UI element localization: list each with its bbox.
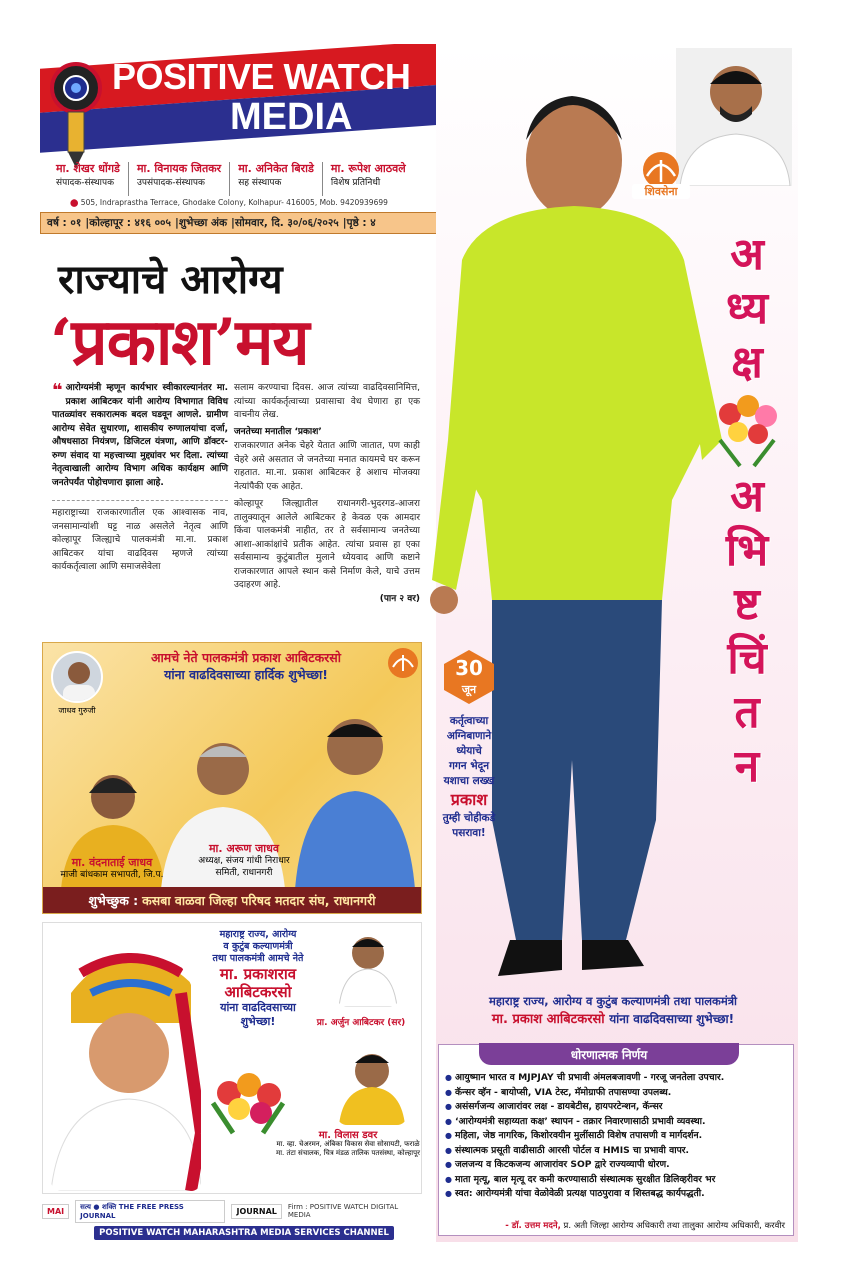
ad2-person1-caption: प्रा. अर्जुन आबिटकर (सर)	[316, 1018, 406, 1028]
ad2-message: महाराष्ट्र राज्य, आरोग्य व कुटुंब कल्याणमंत्री तथा पालकमंत्री आमचे नेते मा. प्रकाशराव आबिटकरसो यांना वाढदिवसाच्या शुभेच्छा!	[212, 929, 304, 1028]
policy-signature: - डॉ. उत्तम मदने, प्र. अती जिल्हा आरोग्य अधिकारी तथा तालुका आरोग्य अधिकारी, करवीर	[505, 1221, 785, 1231]
vertical-title-char: ष्ट	[734, 579, 760, 630]
address-line: ⬤ 505, Indraprastha Terrace, Ghodake Colony, Kolhapur- 416005, Mob. 9420939699	[70, 198, 388, 207]
article-column-2	[234, 382, 420, 606]
flower-bouquet-icon	[710, 390, 784, 470]
article-para: राजकारणात अनेक चेहरे येतात आणि जातात, पण काही चेहरे असे असतात जे जनतेच्या मनात कायमचे घर करून राहतात. मा.ना. प्रकाश आबिटकर हे अशाच मोजक्या नेत्यांपैकी एक आहेत.	[234, 441, 420, 492]
footer-logos	[42, 1196, 422, 1226]
ad2-person2-caption: मा. विलास डवर मा. व्हा. चेअरमन, अंबिका विकास सेवा सोसायटी, फराळे मा. तंटा संचालक, चित्र मंडळ तालिक पतसंस्था, कोल्हापूर	[276, 1130, 420, 1157]
person2-caption: मा. अरूण जाधव अध्यक्ष, संजय गांधी निराधार समिती, राधानगरी	[198, 842, 290, 878]
continued-link[interactable]: (पान २ वर)	[379, 593, 420, 604]
greeting-ad-1	[42, 642, 422, 914]
article-para: महाराष्ट्राच्या राजकारणातील एक आश्वासक नाव, जनसामान्यांशी घट्ट नाळ असलेले नेतृत्व आणि कोल्हापूर जिल्ह्याचे पालकमंत्री मा.ना. प्रकाश आबिटकर यांचा वाढदिवस म्हणजे त्यांच्या कार्यकर्तृत्वाला आणि समाजसेवेला	[52, 508, 228, 572]
ad1-title: आमचे नेते पालकमंत्री प्रकाश आबिटकरसो यांना वाढदिवसाच्या हार्दिक शुभेच्छा!	[151, 650, 341, 682]
list-item: ● माता मृत्यू, बाल मृत्यू दर कमी करण्यासाठी संस्थात्मक सुरक्षीत डिलिव्हरीवर भर	[445, 1173, 789, 1188]
footer-logo: सत्य ● शक्ति THE FREE PRESS JOURNAL	[75, 1200, 225, 1223]
footer-firm: Firm : POSITIVE WATCH DIGITAL MEDIA	[287, 1203, 399, 1219]
staff-row	[48, 162, 458, 196]
policy-box	[438, 1044, 794, 1236]
poem-text: कर्तृत्वाच्या अग्निबाणाने ध्येयाचे गगन भेदून यशाचा लख्ख प्रकाश तुम्ही चोहीकडे पसरावा!	[442, 715, 496, 839]
issue-info-bar: वर्ष : ०१ | कोल्हापूर : ४१६ ००५ | शुभेच्छा अंक | सोमवार, दि. ३०/०६/२०२५ | पृष्ठे : ४	[40, 212, 452, 234]
greeting-ad-2	[42, 922, 422, 1194]
staff-entry: मा. विनायक जितकर उपसंपादक-संस्थापक	[129, 162, 230, 196]
location-pin-icon: ⬤	[70, 198, 79, 207]
avatar	[51, 651, 103, 703]
staff-entry: मा. अनिकेत बिराडे सह संस्थापक	[230, 162, 323, 196]
article-subhead: जनतेच्या मनातील ‘प्रकाश’	[234, 426, 322, 437]
camera-logo-icon	[46, 52, 112, 170]
list-item: ● ‘आरोग्यमंत्री सहाय्यता कक्ष’ स्थापन - तक्रार निवारणासाठी प्रभावी व्यवस्था.	[445, 1115, 789, 1130]
vertical-title-char: न	[734, 741, 760, 792]
policy-list	[445, 1071, 789, 1202]
staff-entry: मा. रूपेश आठवले विशेष प्रतिनिधी	[330, 162, 406, 188]
masthead-title-line2: MEDIA	[230, 96, 353, 138]
shivsena-logo	[632, 150, 690, 200]
vertical-title-char: अ	[730, 471, 764, 522]
masthead-title-line1: POSITIVE WATCH	[112, 56, 411, 97]
date-badge: 30 जून	[444, 650, 494, 704]
person-photo	[337, 927, 399, 1007]
vertical-title	[708, 228, 786, 794]
list-item: ● कॅन्सर व्हॅन - बायोप्सी, VIA टेस्ट, मॅमोग्राफी तपासण्या उपलब्ध.	[445, 1086, 789, 1101]
vertical-title-char: चिं	[727, 633, 767, 684]
channel-bar: POSITIVE WATCH MAHARASHTRA MEDIA SERVICES CHANNEL	[94, 1226, 394, 1240]
ad1-wisher-bar: शुभेच्छुक : कसबा वाळवा जिल्हा परिषद मतदार संघ, राधानगरी	[43, 887, 421, 913]
article-lead: ❝ आरोग्यमंत्री म्हणून कार्यभार स्वीकारल्यानंतर मा. प्रकाश आबिटकर यांनी आरोग्य विभागात विविध पातळ्यांवर सकारात्मक बदल घडवून आणले. ग्रामीण आरोग्य सेवेत सुधारणा, शासकीय रुग्णालयांचा दर्जा, औषधसाठा नियंत्रण, डिजिटल यंत्रणा, आणि डॉक्टर-रुग्ण संवाद या महत्त्वाच्या मुद्द्यांवर भर दिला. त्यांच्या नेतृत्वाखाली आरोग्य विभाग अधिक कार्यक्षम आणि जनतेपर्यंत पोहोचणारा झाला आहे.	[52, 382, 228, 490]
article-para: कोल्हापूर जिल्ह्यातील राधानगरी-भुदरगड-आजरा तालुक्यातून आलेले आबिटकर हे केवळ एक आमदार किंवा पालकमंत्री नाहीत, तर ते सर्वसामान्य जनतेच्या आशा-आकांक्षांचे प्रतीक आहेत. त्यांचा प्रवास हा एका सर्वसामान्य कुटुंबातील मुलाने ध्येयवाद आणि कष्टाने राजकारणात आपले स्थान कसे निर्माण केले, याचे उत्तम उदाहरण आहे.	[234, 499, 420, 590]
shivsena-emblem-icon	[387, 647, 419, 679]
newspaper-page	[40, 44, 798, 1242]
staff-entry: मा. शेखर धोंगडे संपादक-संस्थापक	[48, 162, 129, 196]
main-wish: महाराष्ट्र राज्य, आरोग्य व कुटुंब कल्याणमंत्री तथा पालकमंत्री मा. प्रकाश आबिटकरसो यांना वाढदिवसाच्या शुभेच्छा!	[488, 994, 738, 1027]
list-item: ● महिला, जेष्ठ नागरिक, किशोरवयीन मुलींसाठी विशेष तपासणी व मार्गदर्शन.	[445, 1129, 789, 1144]
person-photo	[337, 1043, 407, 1125]
headline-line1: राज्याचे आरोग्य	[58, 257, 283, 303]
party-name: शिवसेना	[632, 184, 690, 199]
person1-caption: मा. वंदनाताई जाधव माजी बांधकाम सभापती, जि.प.	[60, 856, 164, 880]
list-item: ● स्वत: आरोग्यमंत्री यांचा वेळोवेळी प्रत्यक्ष पाठपुरावा व शिस्तबद्ध कार्यपद्धती.	[445, 1187, 789, 1202]
list-item: ● जलजन्य व किटकजन्य आजारांवर SOP द्वारे राज्यव्यापी धोरण.	[445, 1158, 789, 1173]
list-item: ● संस्थात्मक प्रसूती वाढीसाठी आरसी पोर्टल व HMIS चा प्रभावी वापर.	[445, 1144, 789, 1159]
vertical-title-char: क्ष	[731, 337, 763, 388]
list-item: ● आयुष्मान भारत व MJPJAY ची प्रभावी अंमलबजावणी - गरजू जनतेला उपचार.	[445, 1071, 789, 1086]
vertical-title-char: अ	[730, 229, 764, 280]
article-column-1	[52, 382, 228, 575]
footer-logo: MAI	[42, 1204, 69, 1219]
footer-logo: JOURNAL	[231, 1204, 281, 1219]
article-para: सलाम करण्याचा दिवस. आज त्यांच्या वाढदिवसानिमित्त, त्यांच्या कार्यकर्तृत्वाच्या प्रवासाचा वेध घेणारा हा एक वाचनीय लेख.	[234, 383, 420, 420]
policy-title: धोरणात्मक निर्णय	[479, 1043, 739, 1065]
list-item: ● असंसर्गजन्य आजारांवर लक्ष - डायबेटीस, हायपरटेन्शन, कॅन्सर	[445, 1100, 789, 1115]
vertical-title-char: भि	[725, 525, 769, 576]
headline-line2: ‘प्रकाश’मय	[50, 305, 309, 380]
person-photo	[51, 933, 201, 1191]
small-caption: जाधव गुरुजी	[58, 706, 96, 715]
leader-portrait	[676, 48, 792, 186]
vertical-title-char: ध्य	[725, 283, 769, 334]
vertical-title-char: त	[734, 687, 760, 738]
